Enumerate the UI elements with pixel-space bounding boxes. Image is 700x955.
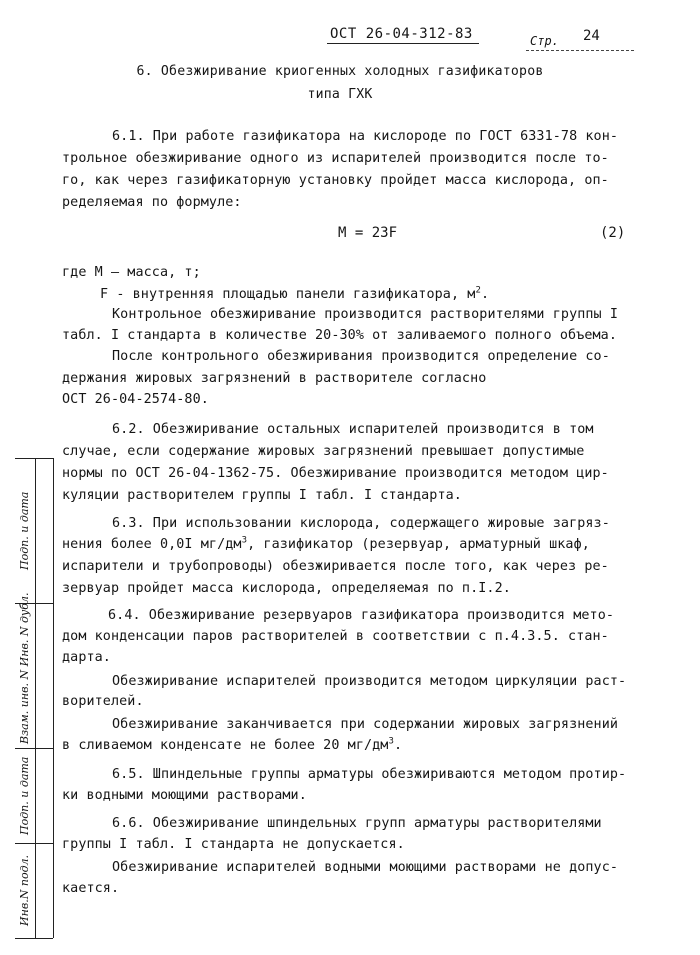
- page-label: Стр.: [530, 34, 559, 48]
- text-line: [62, 536, 590, 554]
- text-line: нормы по ОСТ 26-04-1362-75. Обезжиривание производится методом цир-: [62, 466, 609, 481]
- text-line: [62, 737, 402, 755]
- text-line: группы I табл. I стандарта не допускается.: [62, 837, 405, 852]
- superscript: 2: [475, 285, 481, 296]
- text-line: табл. I стандарта в количестве 20-30% от заливаемого полного объема.: [62, 328, 618, 343]
- text-line: дом конденсации паров растворителей в соответствии с п.4.3.5. стан-: [62, 629, 609, 644]
- section-title-line2: типа ГХК: [307, 87, 373, 102]
- stamp-divider: [15, 938, 53, 939]
- text-line: ОСТ 26-04-2574-80.: [62, 392, 209, 407]
- formula: M = 23F: [338, 225, 398, 241]
- text-line: 6.1. При работе газификатора на кислороде по ГОСТ 6331-78 кон-: [112, 129, 619, 144]
- text-line: зервуар пройдет масса кислорода, определяемая по п.I.2.: [62, 581, 511, 596]
- text-line: 6.5. Шпиндельные группы арматуры обезжириваются методом протир-: [112, 767, 627, 782]
- text-line: случае, если содержание жировых загрязнений превышает допустимые: [62, 444, 585, 459]
- stamp-sign-date-bottom: Подп. и дата: [18, 756, 31, 835]
- text-line: 6.4. Обезжиривание резервуаров газификатора производится мето-: [108, 608, 615, 623]
- text-line: кается.: [62, 881, 120, 896]
- stamp-divider: [15, 843, 53, 844]
- text-line: ворителей.: [62, 694, 144, 709]
- text-fragment: в сливаемом конденсате не более 20 мг/дм: [62, 738, 389, 753]
- text-line: После контрольного обезжиривания производится определение со-: [112, 349, 610, 364]
- page-number-underline: [526, 50, 634, 51]
- superscript: 3: [241, 535, 248, 546]
- document-number: ОСТ 26-04-312-83: [330, 26, 473, 42]
- document-number-underline: [327, 43, 479, 44]
- text-line: Контрольное обезжиривание производится растворителями группы I: [112, 307, 619, 322]
- text-line: 6.3. При использовании кислорода, содержащего жировые загряз-: [112, 516, 610, 531]
- text-line: Обезжиривание заканчивается при содержании жировых загрязнений: [112, 717, 619, 732]
- stamp-divider: [15, 458, 53, 459]
- text-fragment: нения более 0,0I мг/дм: [62, 537, 242, 552]
- period: .: [480, 287, 490, 302]
- text-line: испарители и трубопроводы) обезжиривается после того, как через ре-: [62, 559, 609, 574]
- text-line: Обезжиривание испарителей водными моющими растворами не допус-: [112, 860, 619, 875]
- text-line: держания жировых загрязнений в растворителе согласно: [62, 371, 487, 386]
- text-line: 6.6. Обезжиривание шпиндельных групп арматуры растворителями: [112, 816, 602, 831]
- margin-stamp: [15, 458, 53, 938]
- stamp-value-column: [35, 458, 54, 938]
- text-line: Обезжиривание испарителей производится методом циркуляции раст-: [112, 674, 627, 689]
- text-line: ределяемая по формуле:: [62, 195, 242, 210]
- text-line: дарта.: [62, 650, 111, 665]
- text-fragment: , газификатор (резервуар, арматурный шкаф,: [247, 537, 590, 552]
- section-title: 6. Обезжиривание криогенных холодных газификаторов: [136, 64, 544, 79]
- stamp-duplicate-inventory: Взам. инв. N Инв. N дубл.: [18, 592, 31, 744]
- text-line: ки водными моющими растворами.: [62, 788, 307, 803]
- period: .: [394, 738, 403, 753]
- text-line: куляции растворителем группы I табл. I стандарта.: [62, 488, 462, 503]
- stamp-divider: [15, 748, 53, 749]
- text-line: где M — масса, т;: [62, 265, 201, 280]
- stamp-original-inventory: Инв.N подл.: [18, 854, 31, 927]
- superscript: 3: [388, 736, 395, 747]
- text-line: трольное обезжиривание одного из испарителей производится после то-: [62, 151, 609, 166]
- text-line: 6.2. Обезжиривание остальных испарителей производится в том: [112, 422, 594, 437]
- page-number: 24: [583, 28, 600, 44]
- formula-number: (2): [600, 225, 626, 241]
- stamp-sign-date-top: Подп. и дата: [18, 491, 31, 570]
- text-line: [100, 286, 489, 304]
- text-fragment: F - внутренняя площадью панели газификатора, м: [100, 287, 476, 302]
- text-line: го, как через газификаторную установку пройдет масса кислорода, оп-: [62, 173, 609, 188]
